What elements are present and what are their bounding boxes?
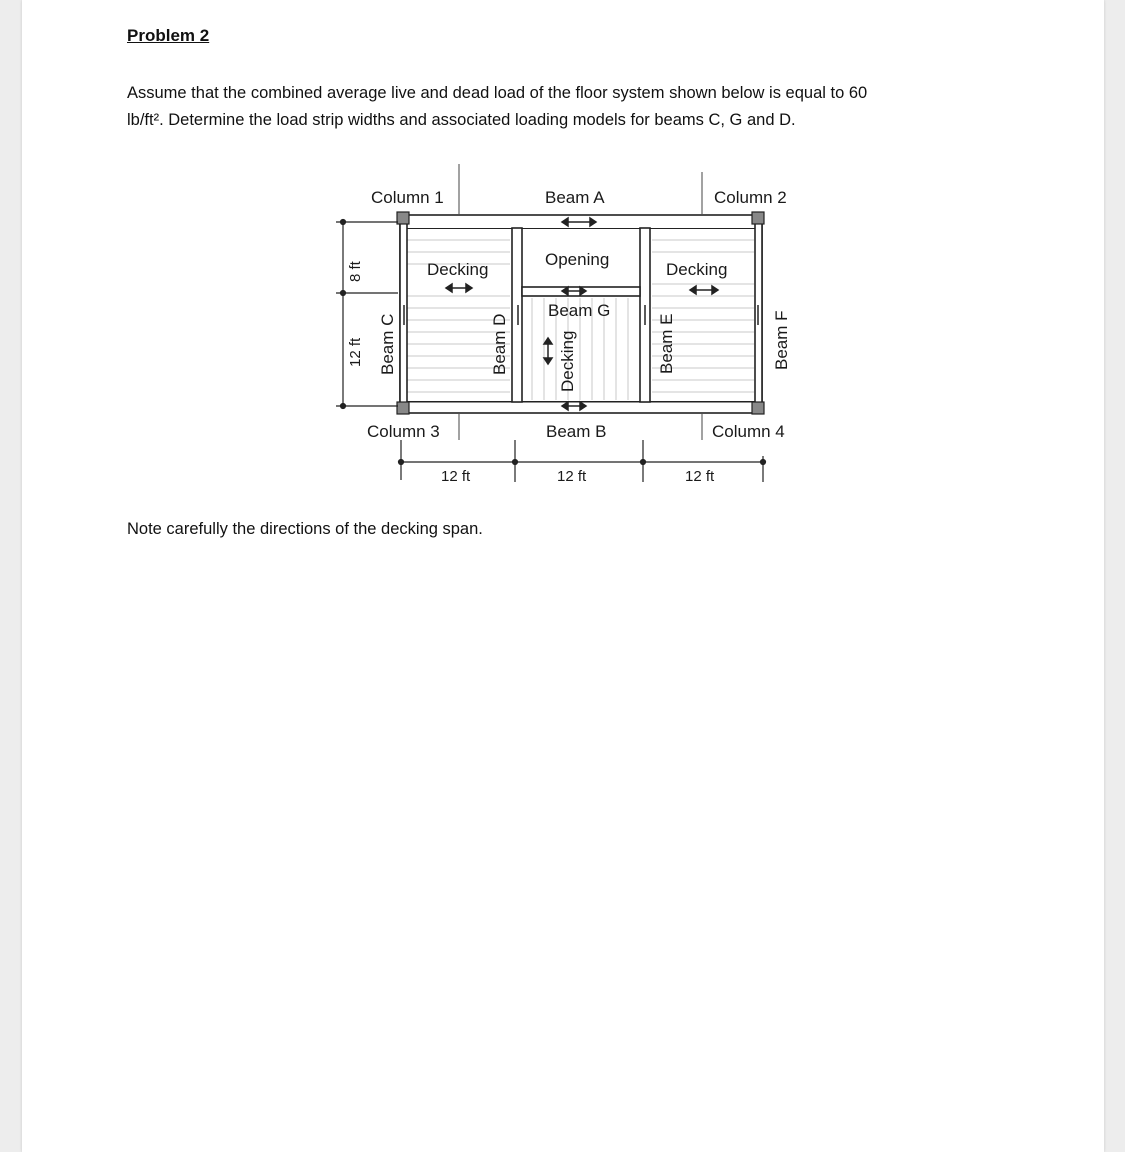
dim-bay-2-label: 12 ft [557,468,587,485]
beam-e-label: Beam E [657,313,676,374]
opening-label: Opening [545,250,610,269]
column-3-shape [397,402,409,414]
beam-g-label: Beam G [548,301,611,320]
decking-label-middle: Decking [558,330,577,392]
column-4-label: Column 4 [712,422,785,441]
problem-title: Problem 2 [127,26,210,45]
statement-line-1: Assume that the combined average live and dead load of the floor system shown below is equal to 60 [127,84,868,102]
beam-b-label: Beam B [546,422,607,441]
beam-f-label: Beam F [772,310,791,370]
beam-c-label: Beam C [378,313,397,375]
beam-d-label: Beam D [490,313,509,375]
column-2-label: Column 2 [714,188,787,207]
column-1-label: Column 1 [371,188,444,207]
beam-d-shape [512,228,522,402]
column-3-label: Column 3 [367,422,440,441]
decking-label-left: Decking [427,260,489,279]
note-text: Note carefully the directions of the decking span. [127,520,483,538]
dim-bay-1-label: 12 ft [441,468,471,485]
statement-line-2: lb/ft². Determine the load strip widths and associated loading models for beams C, G and D. [127,111,796,129]
column-2-shape [752,212,764,224]
dim-8ft-label: 8 ft [347,261,364,282]
dim-bay-3-label: 12 ft [685,468,715,485]
beam-a-inner-edge [406,228,756,229]
beam-a-label: Beam A [545,188,605,207]
column-4-shape [752,402,764,414]
column-1-shape [397,212,409,224]
dim-12ft-vertical-label: 12 ft [347,337,364,367]
decking-label-right: Decking [666,260,728,279]
floor-plan-diagram [0,0,1125,560]
